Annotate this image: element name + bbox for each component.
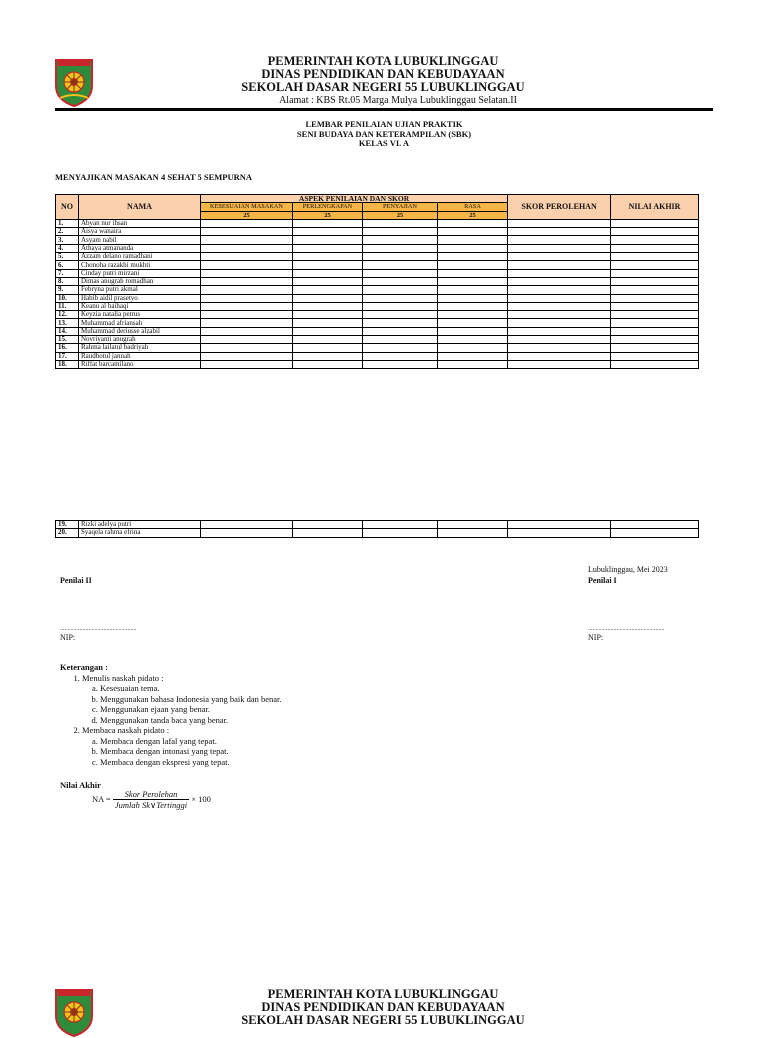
- skor-perolehan-cell: [508, 228, 611, 236]
- score-cell-kesesuaian: [201, 236, 293, 244]
- letterhead: [150, 55, 616, 107]
- row-number: 11.: [56, 302, 79, 310]
- table-row: [56, 302, 699, 310]
- row-number: 19.: [56, 521, 79, 529]
- notes-subitem: a. Kesesuaian tema.: [100, 683, 282, 694]
- place-date: Lubuklinggau, Mei 2023: [588, 565, 668, 574]
- nilai-akhir-cell: [611, 311, 699, 319]
- student-name: Azzam delano ramadhani: [79, 253, 201, 261]
- score-cell-perlengkapan: [293, 228, 363, 236]
- student-name: Athaya atmananda: [79, 244, 201, 252]
- notes-subitem: a. Membaca dengan lafal yang tepat.: [100, 736, 282, 747]
- skor-perolehan-cell: [508, 336, 611, 344]
- score-cell-perlengkapan: [293, 336, 363, 344]
- notes-subitem: b. Menggunakan bahasa Indonesia yang baik dan benar.: [100, 694, 282, 705]
- notes-item-label: Membaca naskah pidato :: [82, 725, 170, 735]
- score-cell-kesesuaian: [201, 219, 293, 227]
- score-cell-penyajian: [363, 336, 438, 344]
- score-cell-perlengkapan: [293, 244, 363, 252]
- score-cell-rasa: [438, 228, 508, 236]
- score-cell-penyajian: [363, 302, 438, 310]
- grade-table-continued: [55, 520, 699, 538]
- nilai-akhir-formula: [92, 789, 211, 811]
- score-cell-kesesuaian: [201, 294, 293, 302]
- table-row: [56, 360, 699, 368]
- letterhead-page-2: [150, 988, 616, 1027]
- score-cell-kesesuaian: [201, 228, 293, 236]
- score-cell-kesesuaian: [201, 244, 293, 252]
- city-crest-logo-icon: [54, 56, 94, 108]
- skor-perolehan-cell: [508, 529, 611, 537]
- skor-perolehan-cell: [508, 521, 611, 529]
- skor-perolehan-cell: [508, 302, 611, 310]
- score-cell-rasa: [438, 236, 508, 244]
- score-cell-rasa: [438, 269, 508, 277]
- score-cell-perlengkapan: [293, 521, 363, 529]
- score-cell-penyajian: [363, 261, 438, 269]
- score-cell-perlengkapan: [293, 327, 363, 335]
- score-cell-penyajian: [363, 286, 438, 294]
- formula-numerator: Skor Perolehan: [113, 789, 189, 800]
- score-cell-penyajian: [363, 236, 438, 244]
- row-number: 13.: [56, 319, 79, 327]
- row-number: 7.: [56, 269, 79, 277]
- score-cell-rasa: [438, 286, 508, 294]
- penilai-i-label: Penilai I: [588, 576, 617, 585]
- row-number: 12.: [56, 311, 79, 319]
- col-header-skor: SKOR PEROLEHAN: [508, 195, 611, 220]
- row-number: 20.: [56, 529, 79, 537]
- score-cell-perlengkapan: [293, 236, 363, 244]
- row-number: 4.: [56, 244, 79, 252]
- nilai-akhir-cell: [611, 269, 699, 277]
- score-cell-rasa: [438, 529, 508, 537]
- col-header-nilai: NILAI AKHIR: [611, 195, 699, 220]
- score-cell-perlengkapan: [293, 261, 363, 269]
- row-number: 8.: [56, 277, 79, 285]
- skor-perolehan-cell: [508, 244, 611, 252]
- student-name: Raudhotul jannah: [79, 352, 201, 360]
- row-number: 1.: [56, 219, 79, 227]
- score-cell-penyajian: [363, 319, 438, 327]
- table-row: [56, 344, 699, 352]
- formula-lhs: NA =: [92, 793, 111, 804]
- row-number: 3.: [56, 236, 79, 244]
- score-cell-perlengkapan: [293, 360, 363, 368]
- score-cell-perlengkapan: [293, 529, 363, 537]
- score-cell-penyajian: [363, 529, 438, 537]
- row-number: 10.: [56, 294, 79, 302]
- nilai-akhir-cell: [611, 529, 699, 537]
- table-row: [56, 529, 699, 537]
- table-row: [56, 228, 699, 236]
- col-header-nama: NAMA: [79, 195, 201, 220]
- notes-item-label: Menulis naskah pidato :: [82, 672, 164, 683]
- nilai-akhir-cell: [611, 253, 699, 261]
- score-cell-rasa: [438, 219, 508, 227]
- table-row: [56, 336, 699, 344]
- notes-item: [82, 725, 282, 767]
- score-cell-rasa: [438, 294, 508, 302]
- city-crest-logo-icon: [54, 986, 94, 1038]
- table-row: [56, 277, 699, 285]
- aspect-max-score: 25: [201, 211, 293, 219]
- col-header-aspek: ASPEK PENILAIAN DAN SKOR: [201, 195, 508, 203]
- letterhead-line-1: PEMERINTAH KOTA LUBUKLINGGAU: [267, 54, 499, 68]
- student-name: Keyzia natalia petrus: [79, 311, 201, 319]
- skor-perolehan-cell: [508, 253, 611, 261]
- score-cell-rasa: [438, 352, 508, 360]
- section-title: MENYAJIKAN MASAKAN 4 SEHAT 5 SEMPURNA: [55, 172, 253, 182]
- row-number: 6.: [56, 261, 79, 269]
- score-cell-kesesuaian: [201, 319, 293, 327]
- nilai-akhir-cell: [611, 286, 699, 294]
- score-cell-rasa: [438, 360, 508, 368]
- aspect-label: PERLENGKAPAN: [293, 203, 363, 211]
- score-cell-penyajian: [363, 311, 438, 319]
- notes: [60, 662, 282, 767]
- nilai-akhir-cell: [611, 294, 699, 302]
- score-cell-kesesuaian: [201, 269, 293, 277]
- student-name: Cinday putri mirzani: [79, 269, 201, 277]
- nip-left: NIP:: [60, 633, 76, 642]
- table-row: [56, 319, 699, 327]
- nilai-akhir-cell: [611, 228, 699, 236]
- score-cell-perlengkapan: [293, 352, 363, 360]
- table-row: [56, 236, 699, 244]
- score-cell-penyajian: [363, 327, 438, 335]
- student-name: Chonoha razakhi mukhti: [79, 261, 201, 269]
- score-cell-kesesuaian: [201, 360, 293, 368]
- score-cell-penyajian: [363, 360, 438, 368]
- score-cell-kesesuaian: [201, 344, 293, 352]
- score-cell-kesesuaian: [201, 521, 293, 529]
- student-name: Keanu al baihaqi: [79, 302, 201, 310]
- student-name: Febryna putri akmal: [79, 286, 201, 294]
- nilai-akhir-cell: [611, 302, 699, 310]
- nip-right: NIP:: [588, 633, 604, 642]
- student-name: Habib aidil prasetyo: [79, 294, 201, 302]
- nilai-akhir-cell: [611, 344, 699, 352]
- table-row: [56, 261, 699, 269]
- aspect-label: PENYAJIAN: [363, 203, 438, 211]
- row-number: 17.: [56, 352, 79, 360]
- skor-perolehan-cell: [508, 277, 611, 285]
- score-cell-rasa: [438, 261, 508, 269]
- score-cell-penyajian: [363, 269, 438, 277]
- score-cell-penyajian: [363, 244, 438, 252]
- score-cell-rasa: [438, 344, 508, 352]
- notes-item: [82, 673, 282, 726]
- score-cell-kesesuaian: [201, 327, 293, 335]
- score-cell-kesesuaian: [201, 336, 293, 344]
- score-cell-perlengkapan: [293, 344, 363, 352]
- score-cell-kesesuaian: [201, 302, 293, 310]
- aspect-label: RASA: [438, 203, 508, 211]
- form-title-line-1: LEMBAR PENILAIAN UJIAN PRAKTIK: [305, 119, 463, 129]
- header-divider: [55, 108, 713, 111]
- letterhead-line-3: SEKOLAH DASAR NEGERI 55 LUBUKLINGGAU: [241, 80, 525, 94]
- skor-perolehan-cell: [508, 360, 611, 368]
- student-name: Asyam nabil: [79, 236, 201, 244]
- letterhead-line-2: DINAS PENDIDIKAN DAN KEBUDAYAAN: [261, 67, 505, 81]
- skor-perolehan-cell: [508, 319, 611, 327]
- nilai-akhir-title: Nilai Akhir: [60, 780, 101, 790]
- student-name: Muhammad deriusse alzabil: [79, 327, 201, 335]
- student-name: Rahma lailatul badriyah: [79, 344, 201, 352]
- form-title: [200, 120, 568, 149]
- score-cell-penyajian: [363, 228, 438, 236]
- table-row: [56, 286, 699, 294]
- nilai-akhir-cell: [611, 336, 699, 344]
- row-number: 2.: [56, 228, 79, 236]
- score-cell-rasa: [438, 327, 508, 335]
- row-number: 16.: [56, 344, 79, 352]
- score-cell-perlengkapan: [293, 286, 363, 294]
- student-name: Aisya wanaira: [79, 228, 201, 236]
- score-cell-penyajian: [363, 219, 438, 227]
- score-cell-rasa: [438, 521, 508, 529]
- nilai-akhir-cell: [611, 521, 699, 529]
- signature-line-left: ...................................................: [60, 626, 137, 632]
- skor-perolehan-cell: [508, 236, 611, 244]
- formula-multiplier: × 100: [191, 793, 211, 804]
- score-cell-penyajian: [363, 352, 438, 360]
- score-cell-perlengkapan: [293, 277, 363, 285]
- table-row: [56, 219, 699, 227]
- nilai-akhir-cell: [611, 352, 699, 360]
- formula-denominator: Jumlah Sk∨Tertinggi: [114, 800, 188, 810]
- nilai-akhir-cell: [611, 277, 699, 285]
- nilai-akhir-cell: [611, 219, 699, 227]
- score-cell-kesesuaian: [201, 277, 293, 285]
- skor-perolehan-cell: [508, 327, 611, 335]
- student-name: Abyan nur ihsan: [79, 219, 201, 227]
- score-cell-rasa: [438, 311, 508, 319]
- table-row: [56, 294, 699, 302]
- student-name: Riffat barcamilano: [79, 360, 201, 368]
- table-row: [56, 311, 699, 319]
- table-row: [56, 521, 699, 529]
- letterhead-line-1: PEMERINTAH KOTA LUBUKLINGGAU: [267, 987, 499, 1001]
- score-cell-rasa: [438, 244, 508, 252]
- table-row: [56, 352, 699, 360]
- score-cell-rasa: [438, 253, 508, 261]
- score-cell-perlengkapan: [293, 253, 363, 261]
- score-cell-kesesuaian: [201, 261, 293, 269]
- student-name: Dimas anugrah romadhan: [79, 277, 201, 285]
- score-cell-perlengkapan: [293, 294, 363, 302]
- grade-table: [55, 194, 699, 369]
- score-cell-perlengkapan: [293, 302, 363, 310]
- score-cell-rasa: [438, 336, 508, 344]
- table-row: [56, 269, 699, 277]
- aspect-max-score: 25: [293, 211, 363, 219]
- score-cell-penyajian: [363, 294, 438, 302]
- nilai-akhir-cell: [611, 327, 699, 335]
- score-cell-rasa: [438, 277, 508, 285]
- score-cell-perlengkapan: [293, 269, 363, 277]
- student-name: Muhammad afriansah: [79, 319, 201, 327]
- score-cell-rasa: [438, 319, 508, 327]
- skor-perolehan-cell: [508, 344, 611, 352]
- row-number: 5.: [56, 253, 79, 261]
- skor-perolehan-cell: [508, 294, 611, 302]
- notes-title: Keterangan :: [60, 662, 108, 672]
- formula-fraction: [113, 789, 189, 811]
- student-name: Syaqela rahma efrina: [79, 529, 201, 537]
- aspect-label: KESESUAIAN MASAKAN: [201, 203, 293, 211]
- student-name: Novriyanti anugrah: [79, 336, 201, 344]
- notes-subitem: c. Menggunakan ejaan yang benar.: [100, 704, 282, 715]
- nilai-akhir-cell: [611, 360, 699, 368]
- letterhead-line-2: DINAS PENDIDIKAN DAN KEBUDAYAAN: [261, 1000, 505, 1014]
- skor-perolehan-cell: [508, 261, 611, 269]
- notes-subitem: d. Menggunakan tanda baca yang benar.: [100, 715, 282, 726]
- letterhead-address: Alamat : KBS Rt.05 Marga Mulya Lubuklinggau Selatan.II: [279, 95, 517, 106]
- letterhead-line-3: SEKOLAH DASAR NEGERI 55 LUBUKLINGGAU: [241, 1013, 525, 1027]
- signature-line-right: ...................................................: [588, 626, 665, 632]
- nilai-akhir-cell: [611, 319, 699, 327]
- table-row: [56, 244, 699, 252]
- table-row: [56, 327, 699, 335]
- row-number: 14.: [56, 327, 79, 335]
- skor-perolehan-cell: [508, 286, 611, 294]
- notes-subitem: c. Membaca dengan ekspresi yang tepat.: [100, 757, 282, 768]
- score-cell-kesesuaian: [201, 311, 293, 319]
- score-cell-penyajian: [363, 277, 438, 285]
- score-cell-kesesuaian: [201, 253, 293, 261]
- score-cell-perlengkapan: [293, 219, 363, 227]
- nilai-akhir-cell: [611, 236, 699, 244]
- score-cell-penyajian: [363, 344, 438, 352]
- nilai-akhir-cell: [611, 261, 699, 269]
- row-number: 18.: [56, 360, 79, 368]
- score-cell-perlengkapan: [293, 311, 363, 319]
- skor-perolehan-cell: [508, 219, 611, 227]
- form-title-line-3: KELAS VI. A: [358, 138, 410, 148]
- score-cell-kesesuaian: [201, 286, 293, 294]
- score-cell-rasa: [438, 302, 508, 310]
- form-title-line-2: SENI BUDAYA DAN KETERAMPILAN (SBK): [296, 128, 472, 139]
- nilai-akhir-cell: [611, 244, 699, 252]
- score-cell-penyajian: [363, 253, 438, 261]
- skor-perolehan-cell: [508, 352, 611, 360]
- score-cell-perlengkapan: [293, 319, 363, 327]
- score-cell-kesesuaian: [201, 529, 293, 537]
- row-number: 15.: [56, 336, 79, 344]
- aspect-max-score: 25: [363, 211, 438, 219]
- table-row: [56, 253, 699, 261]
- score-cell-kesesuaian: [201, 352, 293, 360]
- penilai-ii-label: Penilai II: [60, 576, 92, 585]
- aspect-max-score: 25: [438, 211, 508, 219]
- notes-subitem: b. Membaca dengan intonasi yang tepat.: [100, 746, 282, 757]
- skor-perolehan-cell: [508, 311, 611, 319]
- skor-perolehan-cell: [508, 269, 611, 277]
- row-number: 9.: [56, 286, 79, 294]
- student-name: Rizki adelya putri: [79, 521, 201, 529]
- col-header-no: NO: [56, 195, 79, 220]
- score-cell-penyajian: [363, 521, 438, 529]
